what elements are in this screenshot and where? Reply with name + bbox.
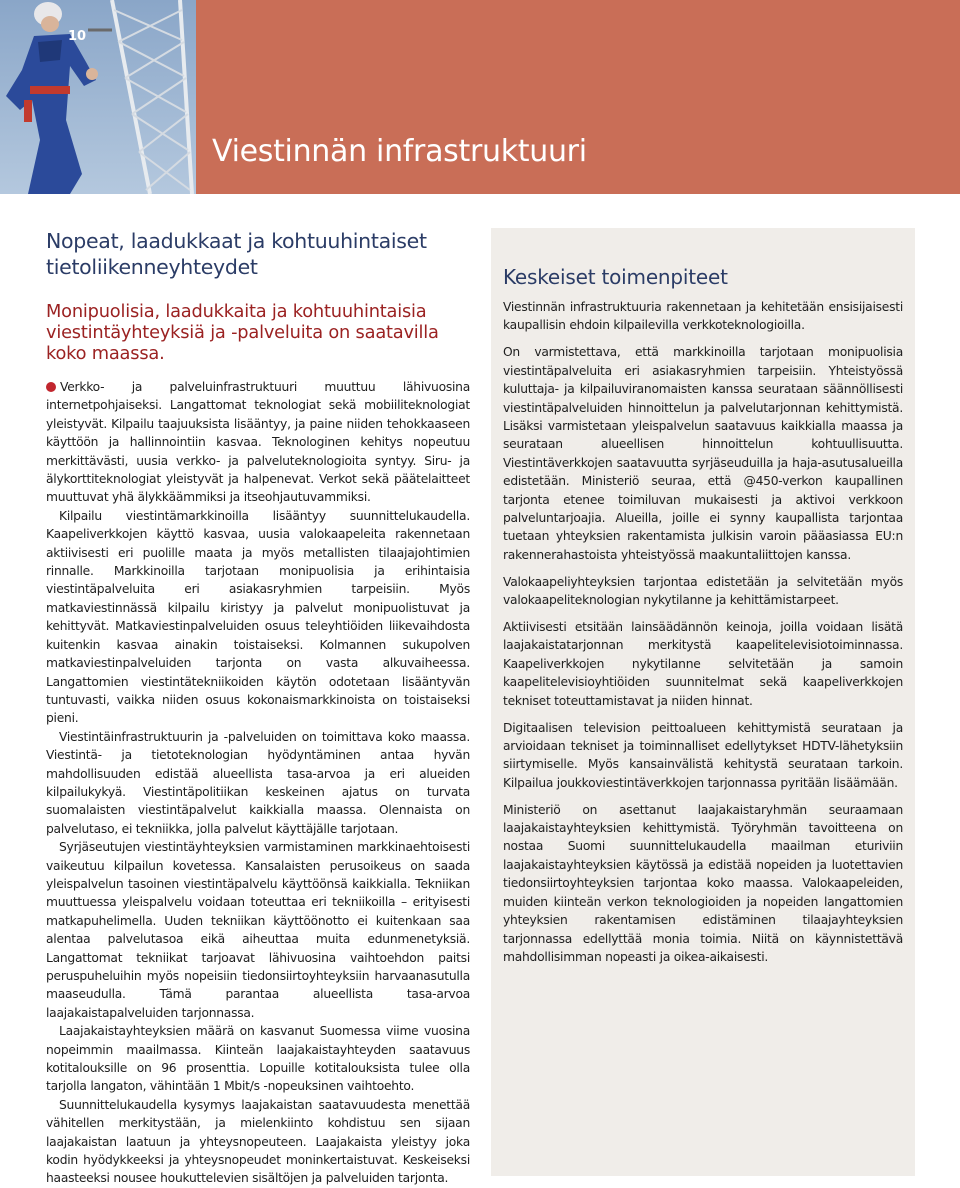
- paragraph-1: [46, 378, 470, 507]
- paragraph-1-text: Verkko- ja palveluinfrastruktuuri muuttuu lähivuosina internetpohjaiseksi. Langattomat teknologiat sekä mobiiliteknologiat yleistyvät. Kilpailu taajuuksista lisääntyy, ja paine niiden tehokkaaseen käyttöön ja hallinnointiin kasvaa. Teknologinen kehitys nopeutuu merkittävästi, uusia verkko- ja palveluteknologioita syntyy. Siru- ja älykorttiteknologiat yleistyvät ja halpenevat. Verkot sekä päätelaitteet muuttuvat yhä älykkäämmiksi ja itseohjautuvammiksi.: [46, 380, 470, 505]
- tower-photo: [0, 0, 196, 194]
- sidebar-paragraph-6: Ministeriö on asettanut laajakaistaryhmän seuraamaan laajakaistayhteyksien kehittymistä. Työryhmän tavoitteena on nostaa Suomi suunnittelukaudella maailman eturiviin laajakaistayhteyksien käytössä ja edistää nopeiden ja luotettavien tiedonsiirtoyhteyksien tarjontaa koko maassa. Valokaapeleiden, muiden kiinteän verkon teknologioiden ja nopeiden langattomien yhteyksien rakentamisen edistäminen tilaajayhteyksien tarjonnassa edellyttää monia toimia. Niitä on käynnistettävä mahdollisimman nopeasti ja oikea-aikaisesti.: [503, 802, 903, 964]
- paragraph-2: Kilpailu viestintämarkkinoilla lisääntyy suunnittelukaudella. Kaapeliverkkojen käyttö kasvaa, uusia valokaapeleita rakennetaan aktiivisesti eri puolille maata ja myös metallisten tilaajajohtimien rinnalle. Markkinoilla tarjotaan monipuolisia ja erihintaisia viestintäpalveluita eri asiakasryhmien tarpeisiin. Myös matkaviestinnässä kilpailu kiristyy ja palvelut monipuolistuvat ja kehittyvät. Matkaviestinpalveluiden osuus teleyhtiöiden liikevaihdosta kuitenkin kasvaa ainakin toistaiseksi. Kolmannen sukupolven matkaviestinpalveluiden tarjonta on vasta alkuvaiheessa. Langattomien viestintätekniikoiden käytön odotetaan lisääntyvän tuntuvasti, vaikka niiden osuus kokonaismarkkinoista on toistaiseksi pieni.: [46, 508, 470, 726]
- header-band: [0, 0, 960, 194]
- key-actions-sidebar: [491, 228, 915, 1176]
- paragraph-3: Viestintäinfrastruktuurin ja -palveluiden on toimittava koko maassa. Viestintä- ja tietoteknologian hyödyntäminen antaa hyvän mahdollisuuden edistää alueellista tasa-arvoa ja eri alueiden kilpailukykyä. Viestintäpolitiikan keskeinen ajatus on turvata suomalaisten viestintäpalvelut kaikkialla maassa. Olennaista on palvelutaso, ei tekniikka, jolla palvelut käyttäjälle tarjotaan.: [46, 729, 470, 836]
- red-circle-bullet-icon: [46, 382, 56, 392]
- paragraph-6: Suunnittelukaudella kysymys laajakaistan saatavuudesta menettää vähitellen merkitystään, ja mielenkiinto kohdistuu sen sijaan laajakaistan laatuun ja yhteysnopeuteen. Laajakaista yleistyy joka kodin hyödykkeeksi ja yhteysnopeudet moninkertaistuvat. Keskeiseksi haasteeksi nousee houkuttelevien sisältöjen ja palveluiden tarjonta.: [46, 1097, 470, 1186]
- paragraph-5: Laajakaistayhteyksien määrä on kasvanut Suomessa viime vuosina nopeimmin maailmassa. Kiinteän laajakaistayhteyden saatavuus kotitalouksille on 96 prosenttia. Lopuille kotitalouksista tulee olla tarjolla langaton, vähintään 1 Mbit/s -nopeuksinen vaihtoehto.: [46, 1024, 470, 1094]
- page-number: 10: [68, 29, 87, 44]
- sidebar-paragraph-5: Digitaalisen television peittoalueen kehittymistä seurataan ja arvioidaan tekniset ja toiminnalliset edellytykset HDTV-lähetyksiin siirtymiselle. Myös kansainvälistä kehitystä seurataan tarkoin. Kilpailua joukkoviestintäverkkojen tarjonnassa pyritään lisäämään.: [503, 720, 903, 790]
- paragraph-4: Syrjäseutujen viestintäyhteyksien varmistaminen markkinaehtoisesti vaikeutuu kilpailun kovetessa. Kansalaisten perusoikeus on saada yleispalvelun tasoinen viestintäpalvelu käyttöönsä kaikkialla. Tekniikan muuttuessa yleispalvelu voidaan toteuttaa eri tekniikoilla – erityisesti matkapuhelimella. Uuden tekniikan käyttöönotto ei kuitenkaan saa alentaa palvelutasoa eikä aiheuttaa muita edunmenetyksiä. Langattomat tekniikat tarjoavat lähivuosina vaihtoehdon paitsi peruspuheluihin myös nopeisiin tiedonsiirtoyhteyksiin harvaanasutulla maaseudulla. Tämä parantaa alueellista tasa-arvoa laajakaistapalveluiden tarjonnassa.: [46, 840, 470, 1020]
- sidebar-paragraph-1: Viestinnän infrastruktuuria rakennetaan ja kehitetään ensisijaisesti kaupallisin ehdoin kilpailevilla verkkoteknologioilla.: [503, 300, 903, 333]
- section-subheading: Monipuolisia, laadukkaita ja kohtuuhintaisia viestintäyhteyksiä ja -palveluita on saatavilla koko maassa.: [46, 301, 439, 364]
- sidebar-content: [503, 228, 903, 975]
- section-heading: Nopeat, laadukkaat ja kohtuuhintaiset tietoliikenneyhteydet: [46, 229, 427, 279]
- sidebar-paragraph-2: On varmistettava, että markkinoilla tarjotaan monipuolisia viestintäpalveluita eri asiakasryhmien tarpeisiin. Yhteistyössä kuluttaja- ja kilpailuviranomaisten kanssa seurataan säännöllisesti viestintäpalveluiden hinnoittelun ja palvelutarjonnan kehittymistä. Lisäksi varmistetaan yleispalvelun saatavuus kaikkialla maassa ja seurataan alueellisen hinnoittelun kohtuullisuutta. Viestintäverkkojen saatavuutta syrjäseuduilla ja haja-asutusalueilla edistetään. Ministeriö seuraa, että @450-verkon kaupallinen tarjonta etenee toimiluvan mukaisesti ja aktivoi verkkoon palveluntarjoajia. Alueilla, joille ei synny kaupallista tarjontaa tuetaan yhteyksien rakentamista julkisin varoin pääasiassa EU:n rakennerahastoista yhteistyössä maakuntaliittojen kanssa.: [503, 345, 903, 562]
- main-column: [46, 228, 470, 1188]
- page-title: Viestinnän infrastruktuuri: [212, 134, 587, 169]
- sidebar-heading: Keskeiset toimenpiteet: [503, 265, 728, 289]
- sidebar-paragraph-3: Valokaapeliyhteyksien tarjontaa edistetään ja selvitetään myös valokaapeliteknologian nykytilanne ja kehittämistarpeet.: [503, 574, 903, 608]
- sidebar-paragraph-4: Aktiivisesti etsitään lainsäädännön keinoja, joilla voidaan lisätä laajakaistatarjonnan merkitystä kaapelitelevisiotoiminnassa. Kaapeliverkkojen nykytilanne selvitetään ja samoin kaapelitelevisioyhtiöiden suunnitelmat sekä kaapeliverkkojen tekniset toteuttamistavat ja niiden hinnat.: [503, 620, 903, 708]
